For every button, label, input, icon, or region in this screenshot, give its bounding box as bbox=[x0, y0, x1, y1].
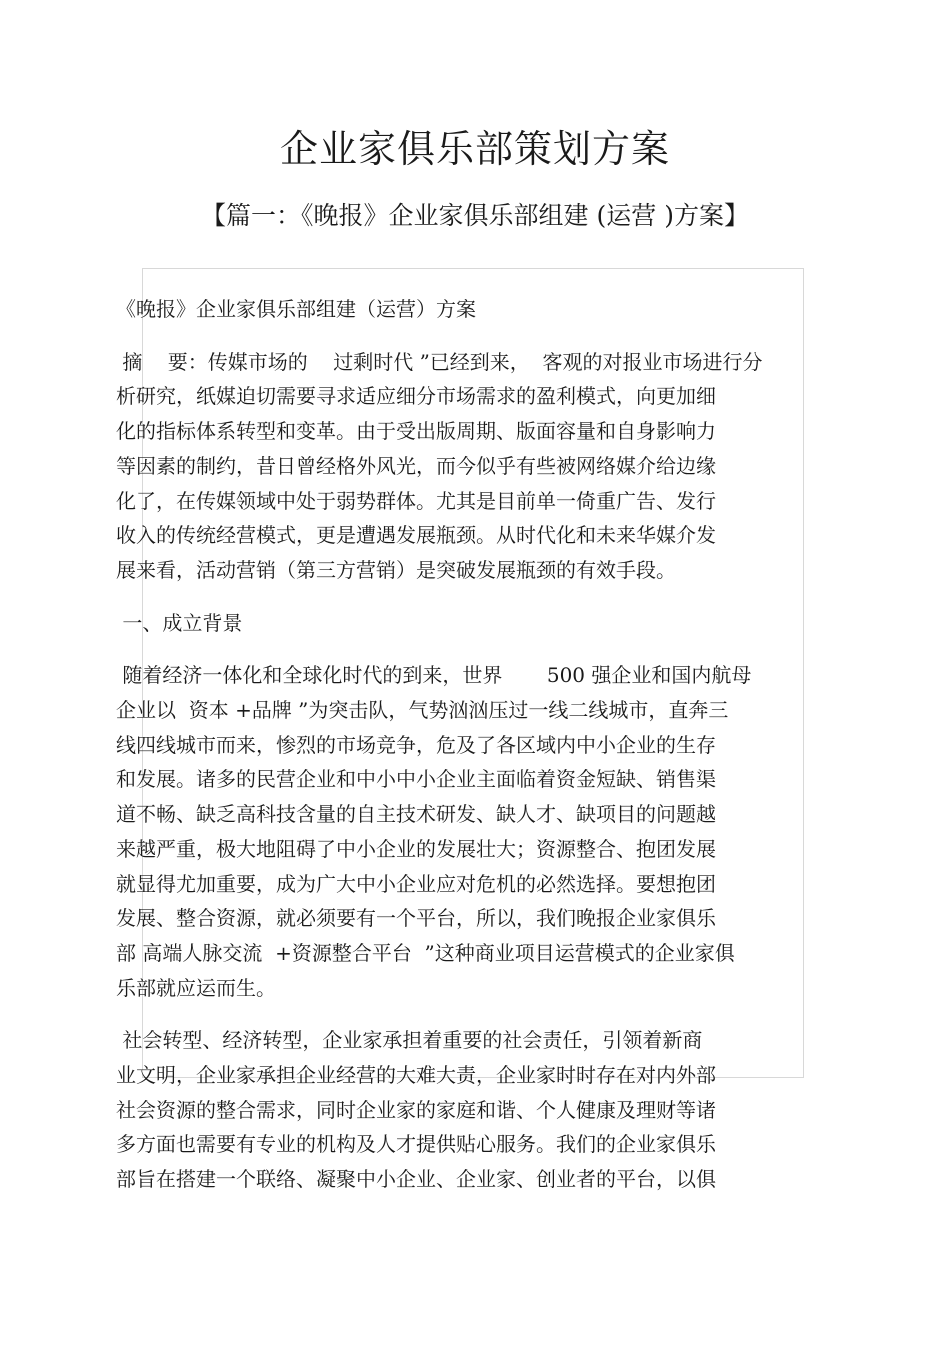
body-paragraph bbox=[116, 658, 816, 1005]
text-line: 析研究，纸媒迫切需要寻求适应细分市场需求的盈利模式，向更加细 bbox=[116, 384, 716, 409]
text-line: 就显得尤加重要，成为广大中小企业应对危机的必然选择。要想抱团 bbox=[116, 871, 716, 896]
text-line: 随着经济一体化和全球化时代的到来，世界 500 强企业和国内航母 bbox=[116, 663, 752, 688]
text-line: 社会转型、经济转型，企业家承担着重要的社会责任，引领着新商 bbox=[116, 1028, 703, 1053]
section-heading-text: 《晚报》企业家俱乐部组建（运营）方案 bbox=[116, 297, 476, 321]
section-heading bbox=[116, 292, 816, 327]
abstract-paragraph bbox=[116, 345, 816, 588]
text-line: 收入的传统经营模式，更是遭遇发展瓶颈。从时代化和未来华媒介发 bbox=[116, 523, 716, 548]
text-line: 企业以 资本 +品牌 ”为突击队，气势汹汹压过一线二线城市，直奔三 bbox=[116, 698, 729, 723]
text-line: 多方面也需要有专业的机构及人才提供贴心服务。我们的企业家俱乐 bbox=[116, 1132, 716, 1157]
text-line: 业文明，企业家承担企业经营的大难大责，企业家时时存在对内外部 bbox=[116, 1063, 716, 1088]
text-line: 发展、整合资源，就必须要有一个平台，所以，我们晚报企业家俱乐 bbox=[116, 906, 716, 931]
text-line: 部旨在搭建一个联络、凝聚中小企业、企业家、创业者的平台，以俱 bbox=[116, 1167, 716, 1192]
text-line: 和发展。诸多的民营企业和中小中小企业主面临着资金短缺、销售渠 bbox=[116, 767, 716, 792]
document-title: 企业家俱乐部策划方案 bbox=[279, 127, 670, 171]
text-line: 线四线城市而来，惨烈的市场竞争，危及了各区域内中小企业的生存 bbox=[116, 732, 716, 757]
document-subtitle: 【篇一：《晚报》企业家俱乐部组建 (运营 )方案】 bbox=[201, 201, 749, 230]
text-line: 部 高端人脉交流 +资源整合平台 ”这种商业项目运营模式的企业家俱 bbox=[116, 940, 735, 965]
paragraph-list bbox=[116, 345, 816, 1197]
text-line: 化的指标体系转型和变革。由于受出版周期、版面容量和自身影响力 bbox=[116, 419, 716, 444]
text-line: 来越严重，极大地阻碍了中小企业的发展壮大；资源整合、抱团发展 bbox=[116, 836, 716, 861]
body-paragraph bbox=[116, 1023, 816, 1197]
subsection-heading bbox=[116, 606, 816, 641]
text-line: 展来看，活动营销（第三方营销）是突破发展瓶颈的有效手段。 bbox=[116, 557, 676, 582]
text-line: 一、成立背景 bbox=[116, 610, 243, 635]
text-line: 道不畅、缺乏高科技含量的自主技术研发、缺人才、缺项目的问题越 bbox=[116, 802, 716, 827]
text-line: 化了，在传媒领域中处于弱势群体。尤其是目前单一倚重广告、发行 bbox=[116, 488, 716, 513]
document-body bbox=[116, 292, 816, 1215]
text-line: 摘 要：传媒市场的 过剩时代 ”已经到来， 客观的对报业市场进行分 bbox=[116, 349, 763, 374]
text-line: 乐部就应运而生。 bbox=[116, 975, 276, 1000]
text-line: 等因素的制约，昔日曾经格外风光，而今似乎有些被网络媒介给边缘 bbox=[116, 453, 716, 478]
text-line: 社会资源的整合需求，同时企业家的家庭和谐、个人健康及理财等诸 bbox=[116, 1097, 716, 1122]
